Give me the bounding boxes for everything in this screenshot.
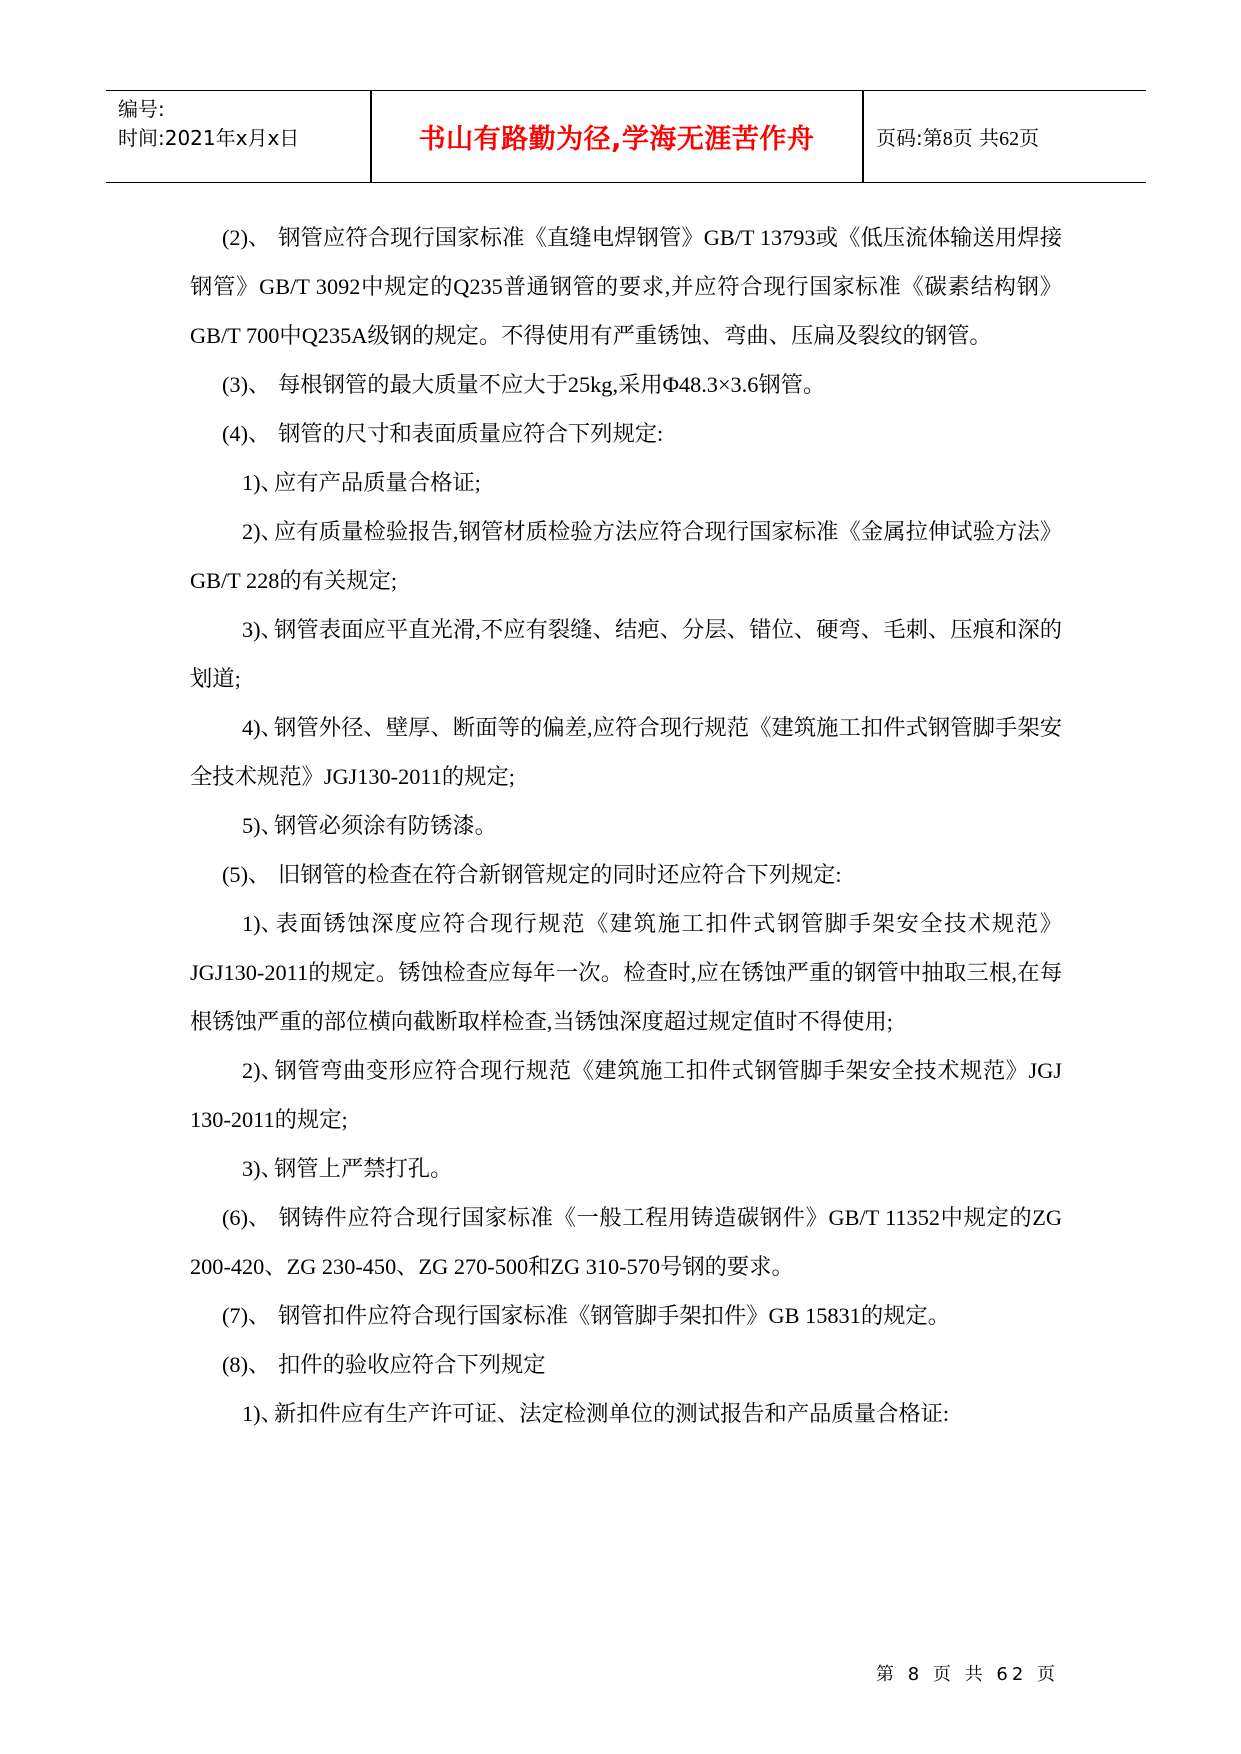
paragraph-text: 钢管应符合现行国家标准《直缝电焊钢管》GB/T 13793或《低压流体输送用焊接钢管》GB/T 3092中规定的Q235普通钢管的要求,并应符合现行国家标准《碳素结构钢》GB/T 700中Q235A级钢的规定。不得使用有严重锈蚀、弯曲、压扁及裂纹的钢管。 <box>190 225 1062 348</box>
list-item <box>190 1144 1062 1193</box>
list-item-text: 钢管表面应平直光滑,不应有裂缝、结疤、分层、错位、硬弯、毛刺、压痕和深的划道; <box>190 617 1062 691</box>
list-item-label: 1)、 <box>242 470 283 495</box>
document-time-label: 时间:2021年x月x日 <box>118 126 300 150</box>
list-item-text: 钢管必须涂有防锈漆。 <box>274 813 497 838</box>
list-item-label: 4)、 <box>242 715 283 740</box>
paragraph-text: 钢管扣件应符合现行国家标准《钢管脚手架扣件》GB 15831的规定。 <box>278 1303 951 1328</box>
list-item-label: 5)、 <box>242 813 283 838</box>
page-mid: 页 共 <box>952 126 1000 150</box>
paragraph-label: (7)、 <box>222 1303 271 1328</box>
list-item <box>190 507 1062 605</box>
list-item <box>190 1046 1062 1144</box>
list-item <box>190 703 1062 801</box>
list-item-label: 2)、 <box>242 519 283 544</box>
paragraph-label: (3)、 <box>222 372 271 397</box>
list-item-label: 3)、 <box>242 617 283 642</box>
list-item-text: 应有质量检验报告,钢管材质检验方法应符合现行国家标准《金属拉伸试验方法》GB/T 228的有关规定; <box>190 519 1062 593</box>
document-body <box>190 213 1062 1438</box>
paragraph-label: (6)、 <box>222 1205 271 1230</box>
header-page-indicator <box>876 122 1039 151</box>
paragraph-label: (4)、 <box>222 421 271 446</box>
paragraph-text: 每根钢管的最大质量不应大于25kg,采用Φ48.3×3.6钢管。 <box>278 372 826 397</box>
list-item-label: 1)、 <box>242 911 283 936</box>
list-item-text: 钢管外径、壁厚、断面等的偏差,应符合现行规范《建筑施工扣件式钢管脚手架安全技术规范》JGJ130-2011的规定; <box>190 715 1062 789</box>
list-item-label: 1)、 <box>242 1401 283 1426</box>
header-divider-right <box>862 91 864 182</box>
paragraph-text: 钢管的尺寸和表面质量应符合下列规定: <box>278 421 664 446</box>
paragraph-6 <box>190 1193 1062 1291</box>
paragraph-2 <box>190 213 1062 360</box>
header-motto: 书山有路勤为径,学海无涯苦作舟 <box>418 124 815 155</box>
paragraph-label: (5)、 <box>222 862 271 887</box>
paragraph-text: 钢铸件应符合现行国家标准《一般工程用铸造碳钢件》GB/T 11352中规定的ZG 200-420、ZG 230-450、ZG 270-500和ZG 310-570号钢的要求。 <box>190 1205 1062 1279</box>
page-current: 8 <box>942 128 953 150</box>
list-item-text: 钢管弯曲变形应符合现行规范《建筑施工扣件式钢管脚手架安全技术规范》JGJ 130-2011的规定; <box>190 1058 1062 1132</box>
page-footer: 第 8 页 共 62 页 <box>876 1664 1059 1685</box>
paragraph-label: (2)、 <box>222 225 271 250</box>
list-item <box>190 801 1062 850</box>
list-item-label: 3)、 <box>242 1156 283 1181</box>
page-prefix: 页码:第 <box>876 126 943 150</box>
paragraph-7 <box>190 1291 1062 1340</box>
page-total: 62 <box>999 128 1020 150</box>
list-item-text: 应有产品质量合格证; <box>274 470 481 495</box>
paragraph-text: 旧钢管的检查在符合新钢管规定的同时还应符合下列规定: <box>278 862 842 887</box>
paragraph-text: 扣件的验收应符合下列规定 <box>278 1352 546 1377</box>
paragraph-label: (8)、 <box>222 1352 271 1377</box>
paragraph-3 <box>190 360 1062 409</box>
header-info <box>118 95 299 153</box>
list-item-text: 钢管上严禁打孔。 <box>274 1156 453 1181</box>
list-item <box>190 458 1062 507</box>
list-item <box>190 899 1062 1046</box>
document-number-label: 编号: <box>118 97 165 121</box>
list-item-label: 2)、 <box>242 1058 283 1083</box>
list-item <box>190 1389 1062 1438</box>
paragraph-8 <box>190 1340 1062 1389</box>
page-header <box>106 90 1146 183</box>
list-item-text: 表面锈蚀深度应符合现行规范《建筑施工扣件式钢管脚手架安全技术规范》JGJ130-2011的规定。锈蚀检查应每年一次。检查时,应在锈蚀严重的钢管中抽取三根,在每根锈蚀严重的部位横向截断取样检查,当锈蚀深度超过规定值时不得使用; <box>190 911 1062 1034</box>
list-item <box>190 605 1062 703</box>
paragraph-5 <box>190 850 1062 899</box>
paragraph-4 <box>190 409 1062 458</box>
list-item-text: 新扣件应有生产许可证、法定检测单位的测试报告和产品质量合格证: <box>274 1401 950 1426</box>
page-suffix: 页 <box>1019 126 1040 150</box>
